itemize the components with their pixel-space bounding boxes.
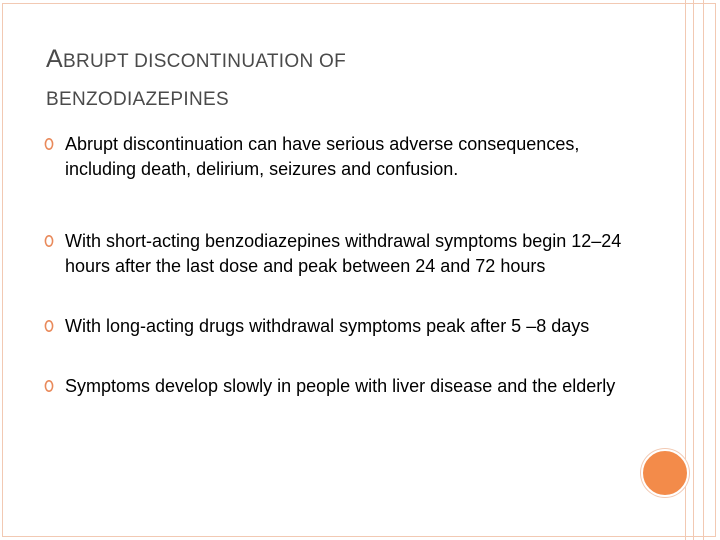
bullet-text: Symptoms develop slowly in people with liver disease and the elderly (65, 376, 616, 396)
slide-title (46, 40, 666, 119)
orange-circle-accent-icon (641, 449, 689, 497)
bullet-text: With long-acting drugs withdrawal symptoms peak after 5 –8 days (65, 316, 590, 336)
slide-title-line-2: BENZODIAZEPINES (46, 89, 229, 110)
decorative-rule (693, 0, 694, 540)
bullet-text: With short-acting benzodiazepines withdrawal symptoms begin 12–24 hours after the last dose and peak between 24 and 72 hours (65, 231, 622, 276)
bullet-text: Abrupt discontinuation can have serious adverse consequences, including death, delirium, seizures and confusion. (65, 134, 580, 179)
ring-bullet-icon (44, 137, 54, 151)
slide-title-line-1: ABRUPT DISCONTINUATION OF (46, 45, 347, 73)
bullet-item (44, 314, 624, 339)
ring-bullet-icon (44, 234, 54, 248)
bullet-item (44, 132, 624, 182)
bullet-item (44, 229, 624, 279)
ring-bullet-icon (44, 319, 54, 333)
bullet-list (44, 132, 624, 399)
bullet-item (44, 374, 624, 399)
ring-bullet-icon (44, 379, 54, 393)
decorative-rule (703, 0, 704, 540)
